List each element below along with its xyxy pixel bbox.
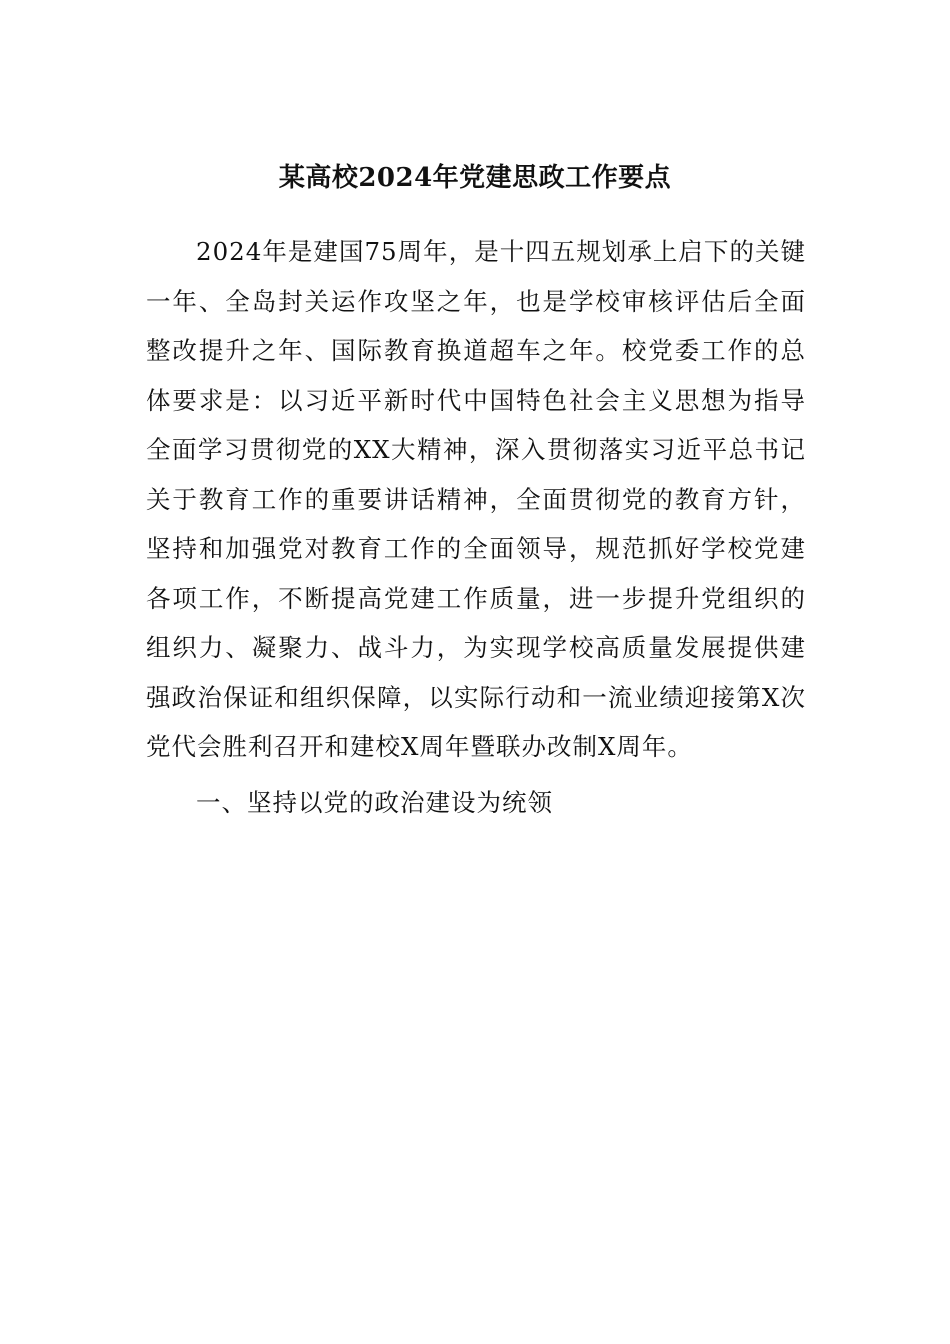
- paragraph-line: 全面学习贯彻党的XX大精神，深入贯彻落实习近平总书记: [146, 435, 806, 464]
- paragraph-line: 党代会胜利召开和建校X周年暨联办改制X周年。: [146, 732, 693, 761]
- document-title: 某高校2024年党建思政工作要点: [278, 163, 672, 193]
- paragraph-line: 2024年是建国75周年，是十四五规划承上启下的关键: [196, 237, 806, 266]
- intro-paragraph: [146, 233, 806, 778]
- paragraph-line: 强政治保证和组织保障，以实际行动和一流业绩迎接第X次: [146, 682, 806, 712]
- paragraph-line: 关于教育工作的重要讲话精神，全面贯彻党的教育方针，: [146, 484, 806, 514]
- paragraph-line: 整改提升之年、国际教育换道超车之年。校党委工作的总: [146, 336, 806, 365]
- paragraph-line: 一年、全岛封关运作攻坚之年，也是学校审核评估后全面: [146, 286, 806, 316]
- paragraph-line: 组织力、凝聚力、战斗力，为实现学校高质量发展提供建: [146, 633, 806, 662]
- paragraph-line: 各项工作，不断提高党建工作质量，进一步提升党组织的: [146, 583, 806, 613]
- paragraph-line: 体要求是：以习近平新时代中国特色社会主义思想为指导: [146, 385, 806, 415]
- paragraph-line: 坚持和加强党对教育工作的全面领导，规范抓好学校党建: [146, 534, 806, 563]
- section-heading: 一、坚持以党的政治建设为统领: [196, 788, 553, 817]
